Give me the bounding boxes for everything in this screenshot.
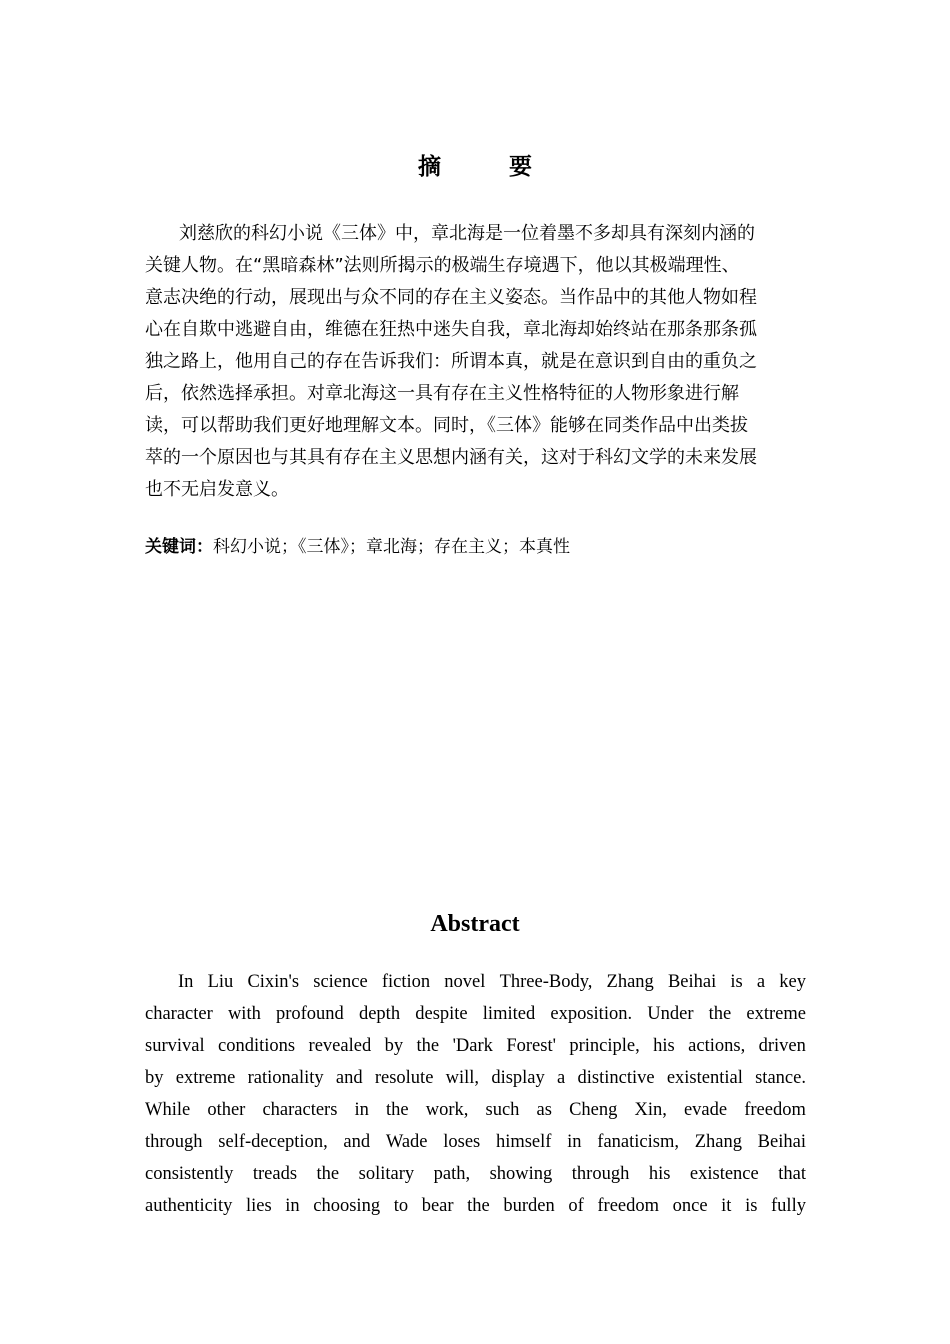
word: the [416,1036,440,1056]
word: key [779,972,806,992]
word: Beihai [667,972,717,992]
word: choosing [313,1196,381,1216]
word: a [756,972,766,992]
word: is [730,972,743,992]
paragraph-line [145,1190,806,1222]
word: fiction [381,972,431,992]
word: burden [503,1196,555,1216]
word: extreme [746,1004,806,1024]
paragraph-line: 读，可以帮助我们更好地理解文本。同时，《三体》能够在同类作品中出类拔 [145,415,748,436]
word: to [393,1196,409,1216]
word: in [285,1196,300,1216]
word: that [778,1164,806,1184]
word: Xin, [634,1100,667,1120]
word: actions, [688,1036,746,1056]
word: fully [771,1196,806,1216]
paragraph-line [145,1158,806,1190]
word: conditions [218,1036,296,1056]
word: loses [443,1132,481,1152]
word: work, [425,1100,469,1120]
word: Three-Body, [499,972,593,992]
word: Forest' [506,1036,556,1056]
word: Liu [207,972,234,992]
word: the [467,1196,490,1216]
word: himself [495,1132,552,1152]
word: solitary [358,1164,415,1184]
paragraph-line [145,1030,806,1062]
word: once [672,1196,708,1216]
word: survival [145,1036,205,1056]
word: novel [444,972,486,992]
word: freedom [597,1196,660,1216]
word: revealed [308,1036,372,1056]
word: Zhang [694,1132,742,1152]
word: the [316,1164,340,1184]
paragraph-line: 也不无启发意义。 [145,479,289,500]
word: characters [262,1100,338,1120]
word: through [145,1132,203,1152]
paragraph-line: 意志决绝的行动，展现出与众不同的存在主义姿态。当作品中的其他人物如程 [145,287,757,308]
word: driven [758,1036,806,1056]
word: in [354,1100,369,1120]
word: by [145,1068,164,1088]
word: of [568,1196,584,1216]
word: a [557,1068,566,1088]
word: character [145,1004,213,1024]
chinese-abstract-title: 摘 要 [417,154,562,180]
word: will, [445,1068,480,1088]
paragraph-line [145,998,806,1030]
word: and [335,1068,363,1088]
word: 'Dark [452,1036,493,1056]
word: his [648,1164,671,1184]
word: Wade [385,1132,428,1152]
word: display [491,1068,545,1088]
word: evade [683,1100,728,1120]
word: existence [689,1164,759,1184]
word: Under [647,1004,694,1024]
word: profound [275,1004,344,1024]
word: Beihai [757,1132,806,1152]
word: through [571,1164,630,1184]
word: While [145,1100,191,1120]
word: science [313,972,368,992]
word: such [485,1100,520,1120]
word: consistently [145,1164,234,1184]
word: resolute [374,1068,434,1088]
paragraph-line [145,1094,806,1126]
word: Cixin's [247,972,300,992]
word: principle, [569,1036,640,1056]
word: the [708,1004,732,1024]
keywords-label: 关键词： [145,537,213,557]
word: is [745,1196,758,1216]
paragraph-line: 后，依然选择承担。对章北海这一具有存在主义性格特征的人物形象进行解 [145,383,739,404]
word: Cheng [569,1100,618,1120]
word: his [653,1036,675,1056]
word: as [536,1100,552,1120]
word: showing [489,1164,553,1184]
english-abstract-title: Abstract [430,911,520,937]
word: distinctive [577,1068,655,1088]
word: path, [433,1164,471,1184]
word: fanaticism, [597,1132,679,1152]
paragraph-line: 关键人物。在“黑暗森林”法则所揭示的极端生存境遇下，他以其极端理性、 [145,255,740,276]
keywords-text: 科幻小说；《三体》；章北海；存在主义；本真性 [213,537,570,557]
paragraph-line [145,966,806,998]
word: lies [245,1196,272,1216]
english-abstract-paragraph [145,966,806,1222]
word: stance. [755,1068,806,1088]
word: self-deception, [218,1132,328,1152]
word: in [567,1132,582,1152]
word: rationality [247,1068,324,1088]
word: other [207,1100,246,1120]
word: existential [666,1068,743,1088]
word: Zhang [606,972,654,992]
word: by [384,1036,404,1056]
word: exposition. [550,1004,633,1024]
word: the [386,1100,409,1120]
keywords [145,533,805,561]
paragraph-line [145,1062,806,1094]
word: In [178,972,194,992]
word: it [721,1196,732,1216]
chinese-abstract-paragraph [145,218,805,506]
word: authenticity [145,1196,233,1216]
paragraph-line: 刘慈欣的科幻小说《三体》中，章北海是一位着墨不多却具有深刻内涵的 [179,223,755,244]
word: treads [252,1164,298,1184]
paragraph-line: 独之路上，他用自己的存在告诉我们：所谓本真，就是在意识到自由的重负之 [145,351,757,372]
paragraph-line: 萃的一个原因也与其具有存在主义思想内涵有关，这对于科幻文学的未来发展 [145,447,757,468]
paragraph-line [145,1126,806,1158]
paragraph-line: 心在自欺中逃避自由，维德在狂热中迷失自我，章北海却始终站在那条那条孤 [145,319,757,340]
word: freedom [744,1100,806,1120]
word: depth [358,1004,401,1024]
word: and [343,1132,371,1152]
word: bear [421,1196,454,1216]
word: with [227,1004,261,1024]
word: extreme [175,1068,236,1088]
word: limited [482,1004,536,1024]
word: despite [415,1004,468,1024]
